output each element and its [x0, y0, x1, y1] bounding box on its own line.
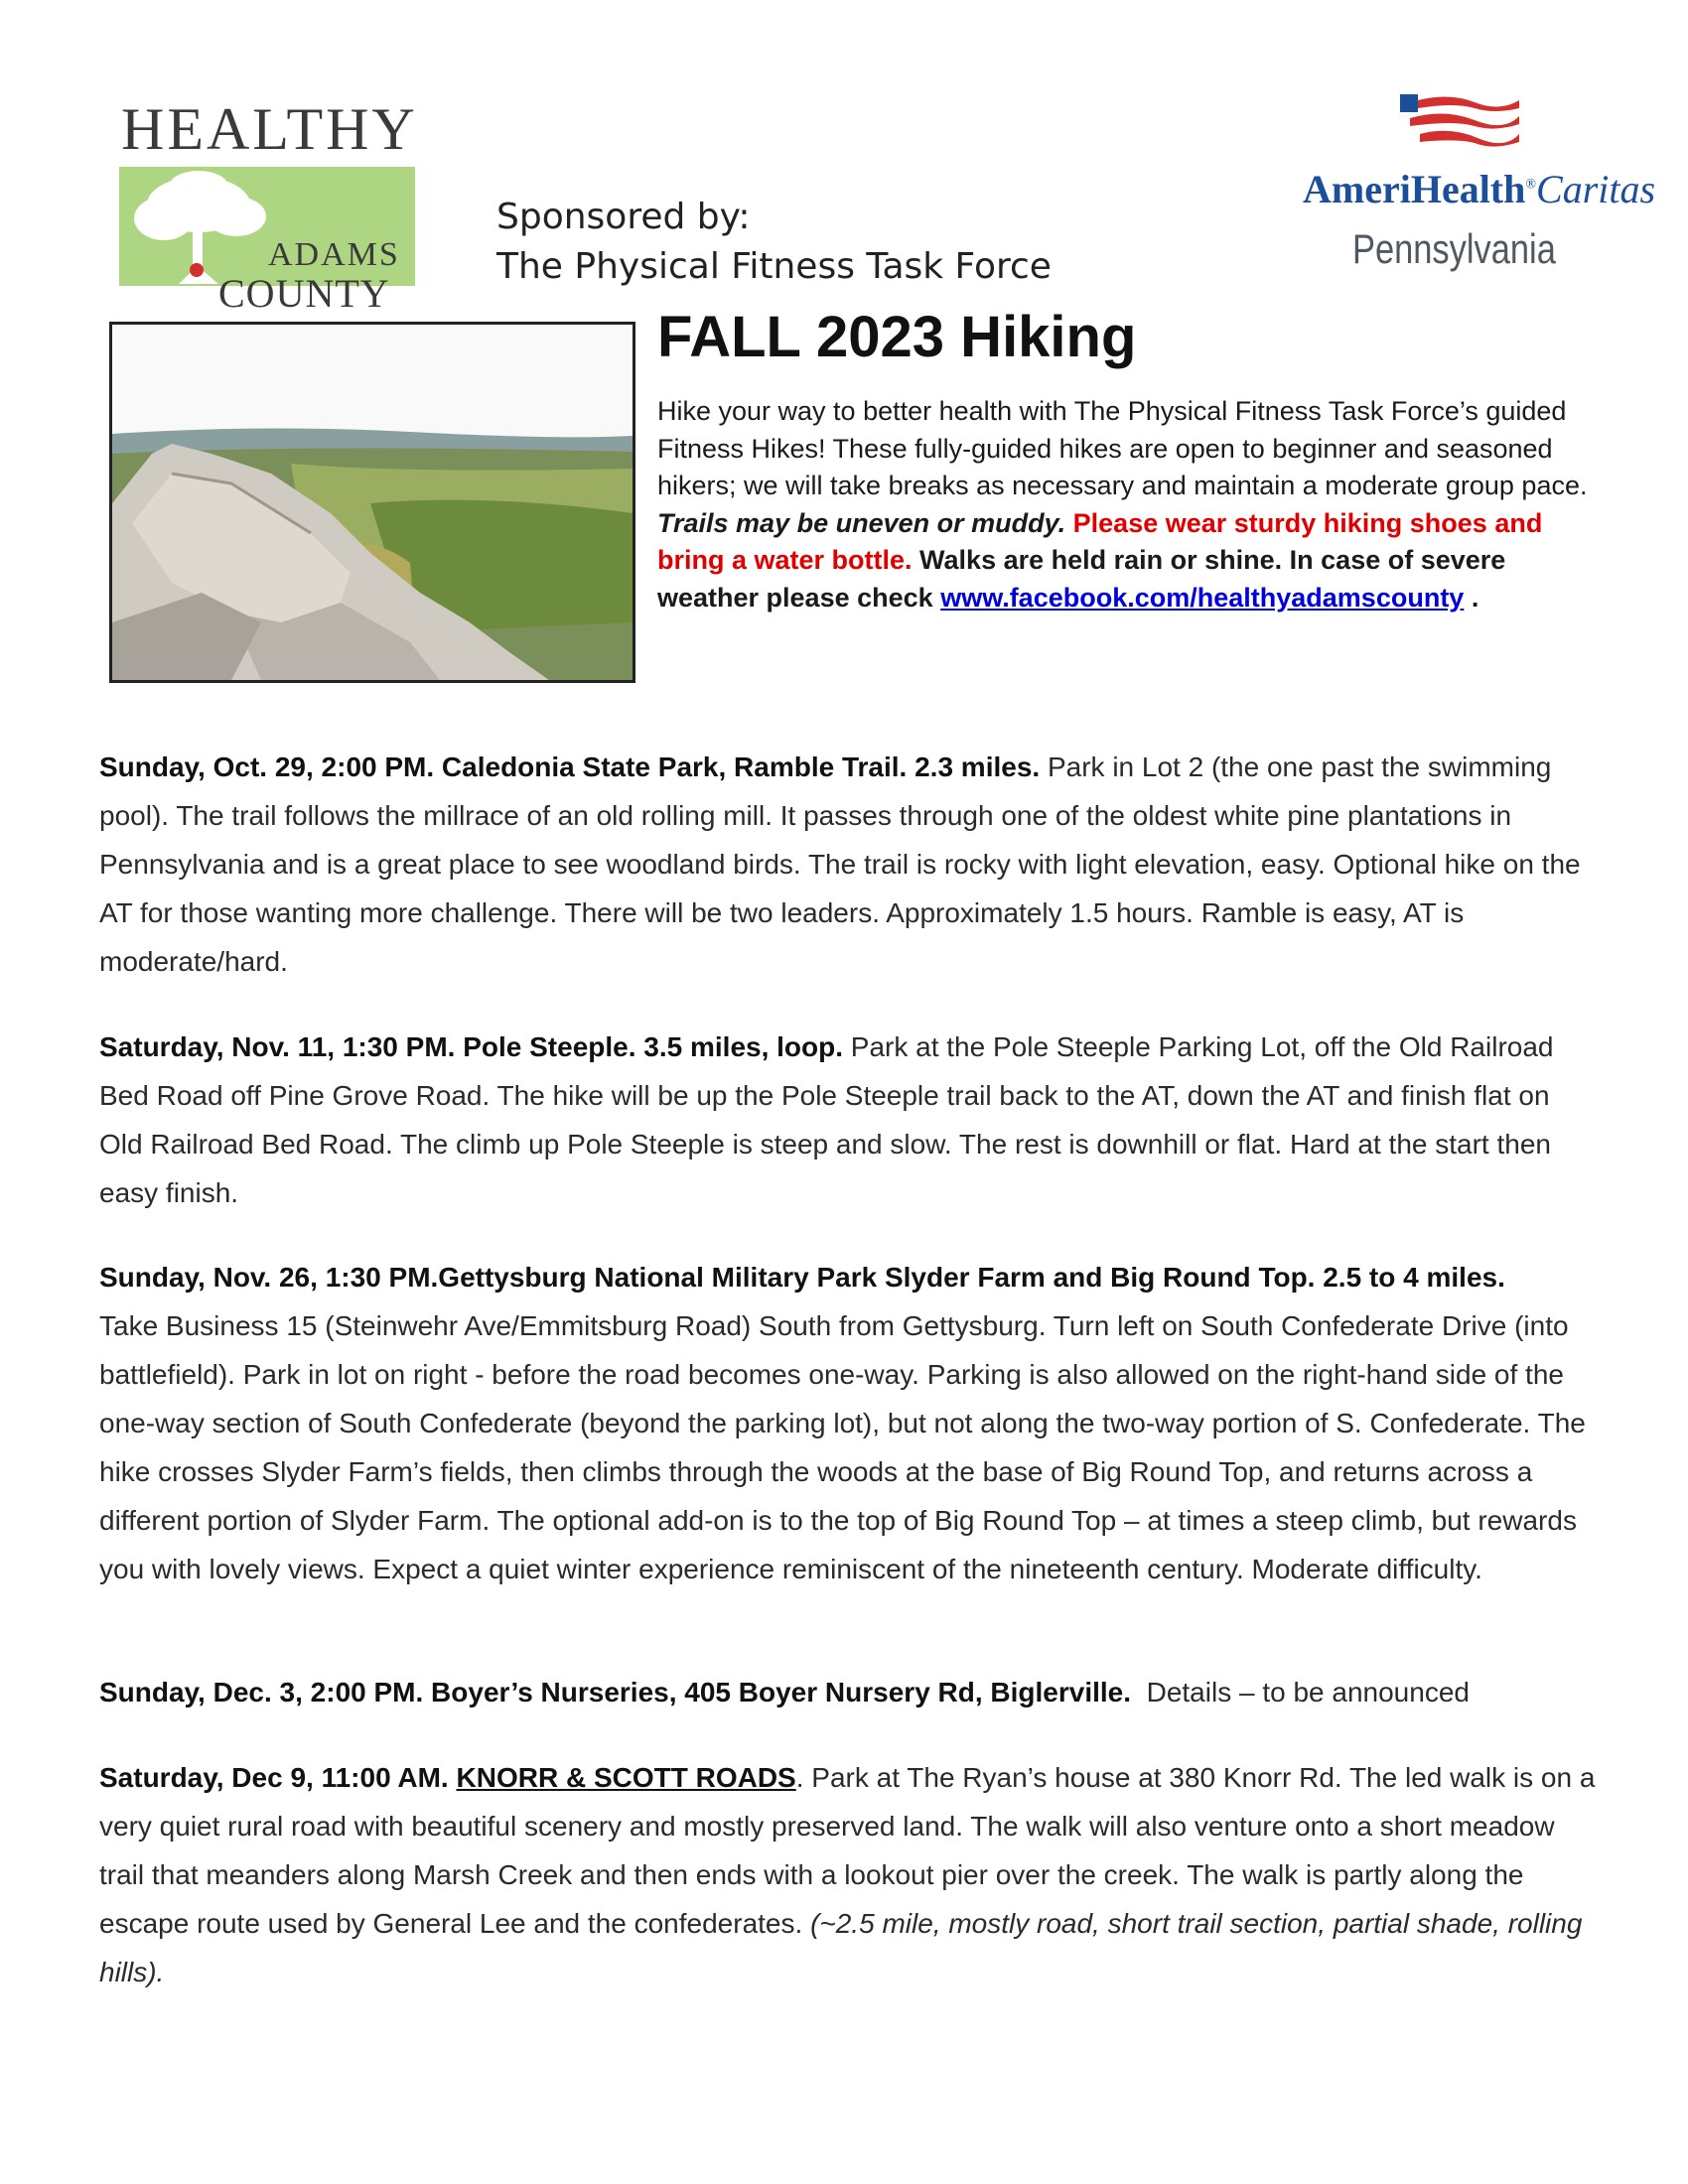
logo-brand-italic: Caritas	[1536, 167, 1656, 211]
logo-word-county: COUNTY	[218, 271, 390, 316]
logo-word-healthy: HEALTHY	[121, 96, 418, 162]
logo-state-text: Pennsylvania	[1352, 225, 1556, 272]
event-heading: Sunday, Nov. 26, 1:30 PM.Gettysburg National Military Park Slyder Farm and Big Round Top. 2.5 to 4 miles.	[99, 1262, 1505, 1293]
intro-end-period: .	[1464, 582, 1479, 613]
hike-event	[99, 1668, 1599, 1716]
logo-brand-text	[1303, 166, 1655, 212]
flag-icon	[1400, 94, 1519, 154]
event-description: Take Business 15 (Steinwehr Ave/Emmitsburg Road) South from Gettysburg. Turn left on South Confederate Drive (into battlefield). Park in lot on right - before the road becomes one-way. Parking is also allowed on the right-hand side of the one-way section of South Confederate (beyond the parking lot), but not along the two-way portion of S. Confederate. The hike crosses Slyder Farm’s fields, then climbs through the woods at the base of Big Round Top, and returns across a different portion of Slyder Farm. The optional add-on is to the top of Big Round Top – at times a steep climb, but rewards you with lovely views. Expect a quiet winter experience reminiscent of the nineteenth century. Moderate difficulty.	[99, 1310, 1586, 1584]
weather-note: Walks are held rain or shine. In case of severe weather please check	[657, 545, 1506, 613]
event-description: . Park at The Ryan’s house at 380 Knorr Rd. The led walk is on a very quiet rural road with beautiful scenery and mostly preserved land. The walk will also venture onto a short meadow trail that meanders along Marsh Creek and then ends with a lookout pier over the creek. The walk is partly along the escape route used by General Lee and the confederates.	[99, 1762, 1596, 1939]
logo-word-adams: ADAMS	[268, 236, 400, 273]
facebook-link[interactable]: www.facebook.com/healthyadamscounty	[940, 582, 1465, 613]
hike-event	[99, 1753, 1599, 1996]
gear-warning: Please wear sturdy hiking shoes and bring a water bottle.	[657, 507, 1543, 575]
hike-event	[99, 1253, 1599, 1593]
event-heading: Sunday, Dec. 3, 2:00 PM. Boyer’s Nurseries, 405 Boyer Nursery Rd, Biglerville.	[99, 1677, 1132, 1707]
event-description: Park at the Pole Steeple Parking Lot, off the Old Railroad Bed Road off Pine Grove Road. The hike will be up the Pole Steeple trail back to the AT, down the AT and finish flat on Old Railroad Bed Road. The climb up Pole Steeple is steep and slow. The rest is downhill or flat. Hard at the start then easy finish.	[99, 1031, 1554, 1208]
event-location-link: KNORR & SCOTT ROADS	[456, 1762, 796, 1793]
event-description: Details – to be announced	[1146, 1677, 1470, 1707]
sponsored-by-label: Sponsored by:	[496, 197, 751, 237]
intro-text: Hike your way to better health with The Physical Fitness Task Force’s guided Fitness Hikes! These fully-guided hikes are open to beginner and seasoned hikers; we will take breaks as necessary and maintain a moderate group pace.	[657, 396, 1588, 500]
apple-icon	[190, 263, 204, 277]
amerihealth-caritas-logo	[1301, 94, 1656, 293]
logo-brand-bold: AmeriHealth	[1303, 167, 1526, 211]
healthy-adams-county-logo	[119, 96, 418, 316]
sponsor-name: The Physical Fitness Task Force	[496, 246, 1052, 287]
hike-event	[99, 1023, 1599, 1217]
intro-paragraph	[657, 393, 1601, 616]
hike-event	[99, 743, 1599, 986]
event-note: (~2.5 mile, mostly road, short trail section, partial shade, rolling hills).	[99, 1908, 1583, 1987]
landscape-image	[112, 325, 633, 680]
event-heading: Saturday, Dec 9, 11:00 AM.	[99, 1762, 449, 1793]
event-heading: Sunday, Oct. 29, 2:00 PM. Caledonia State Park, Ramble Trail. 2.3 miles.	[99, 751, 1041, 782]
trails-warning: Trails may be uneven or muddy.	[657, 507, 1066, 538]
logo-registered-mark: ®	[1525, 177, 1537, 193]
hiking-landscape-photo	[109, 322, 635, 683]
event-description: Park in Lot 2 (the one past the swimming pool). The trail follows the millrace of an old rolling mill. It passes through one of the oldest white pine plantations in Pennsylvania and is a great place to see woodland birds. The trail is rocky with light elevation, easy. Optional hike on the AT for those wanting more challenge. There will be two leaders. Approximately 1.5 hours. Ramble is easy, AT is moderate/hard.	[99, 751, 1581, 977]
event-heading: Saturday, Nov. 11, 1:30 PM. Pole Steeple. 3.5 miles, loop.	[99, 1031, 844, 1062]
page-title: FALL 2023 Hiking	[657, 305, 1137, 369]
